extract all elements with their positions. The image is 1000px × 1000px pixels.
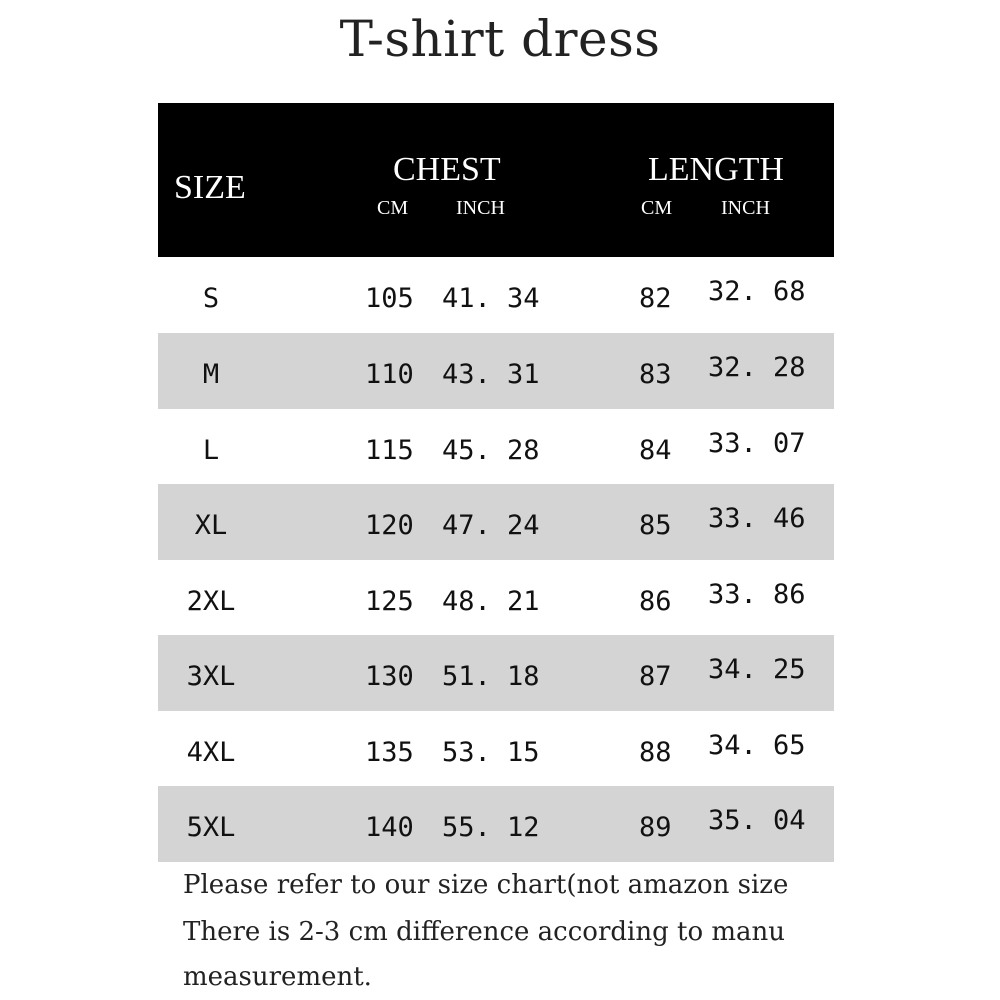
table-row — [158, 409, 834, 485]
cell-size: S — [202, 283, 220, 314]
cell-chest-inch: 55. 12 — [442, 812, 540, 843]
cell-length-inch: 33. 46 — [708, 503, 806, 534]
cell-chest-inch: 51. 18 — [442, 661, 540, 692]
header-chest: CHEST — [393, 151, 501, 188]
cell-length-cm: 85 — [639, 510, 672, 541]
cell-length-inch: 34. 65 — [708, 730, 806, 761]
table-header — [158, 103, 834, 257]
cell-size: 4XL — [186, 737, 236, 768]
cell-chest-inch: 47. 24 — [442, 510, 540, 541]
table-row — [158, 635, 834, 711]
cell-length-inch: 32. 28 — [708, 352, 806, 383]
cell-size: XL — [194, 510, 228, 541]
cell-chest-cm: 125 — [365, 586, 414, 617]
size-note-line: There is 2-3 cm difference according to manu — [183, 917, 786, 947]
cell-size: M — [202, 359, 220, 390]
cell-length-cm: 83 — [639, 359, 672, 390]
cell-length-cm: 89 — [639, 812, 672, 843]
table-row — [158, 560, 834, 636]
cell-length-inch: 33. 86 — [708, 579, 806, 610]
cell-size: L — [202, 435, 220, 466]
table-row — [158, 333, 834, 409]
cell-length-cm: 86 — [639, 586, 672, 617]
header-chest-inch: INCH — [456, 197, 505, 219]
cell-size: 3XL — [186, 661, 236, 692]
cell-chest-cm: 140 — [365, 812, 414, 843]
cell-length-cm: 88 — [639, 737, 672, 768]
cell-chest-cm: 120 — [365, 510, 414, 541]
cell-chest-inch: 48. 21 — [442, 586, 540, 617]
cell-size: 5XL — [186, 812, 236, 843]
header-length-cm: CM — [641, 197, 673, 219]
page-title: T-shirt dress — [339, 10, 661, 68]
table-row — [158, 711, 834, 787]
cell-length-inch: 34. 25 — [708, 654, 806, 685]
cell-length-inch: 33. 07 — [708, 428, 806, 459]
table-row — [158, 484, 834, 560]
cell-length-cm: 87 — [639, 661, 672, 692]
table-row — [158, 786, 834, 862]
cell-length-cm: 84 — [639, 435, 672, 466]
cell-chest-cm: 115 — [365, 435, 414, 466]
table-row — [158, 257, 834, 333]
cell-chest-cm: 130 — [365, 661, 414, 692]
header-length-inch: INCH — [721, 197, 770, 219]
cell-chest-inch: 41. 34 — [442, 283, 540, 314]
cell-length-inch: 35. 04 — [708, 805, 806, 836]
cell-length-inch: 32. 68 — [708, 276, 806, 307]
cell-length-cm: 82 — [639, 283, 672, 314]
header-chest-cm: CM — [377, 197, 409, 219]
cell-size: 2XL — [186, 586, 236, 617]
size-note-line: measurement. — [183, 962, 372, 992]
header-size: SIZE — [174, 169, 246, 206]
size-note-line: Please refer to our size chart(not amazon size — [183, 870, 789, 900]
cell-chest-inch: 43. 31 — [442, 359, 540, 390]
cell-chest-inch: 45. 28 — [442, 435, 540, 466]
header-length: LENGTH — [648, 151, 784, 188]
cell-chest-cm: 105 — [365, 283, 414, 314]
cell-chest-cm: 135 — [365, 737, 414, 768]
cell-chest-cm: 110 — [365, 359, 414, 390]
cell-chest-inch: 53. 15 — [442, 737, 540, 768]
